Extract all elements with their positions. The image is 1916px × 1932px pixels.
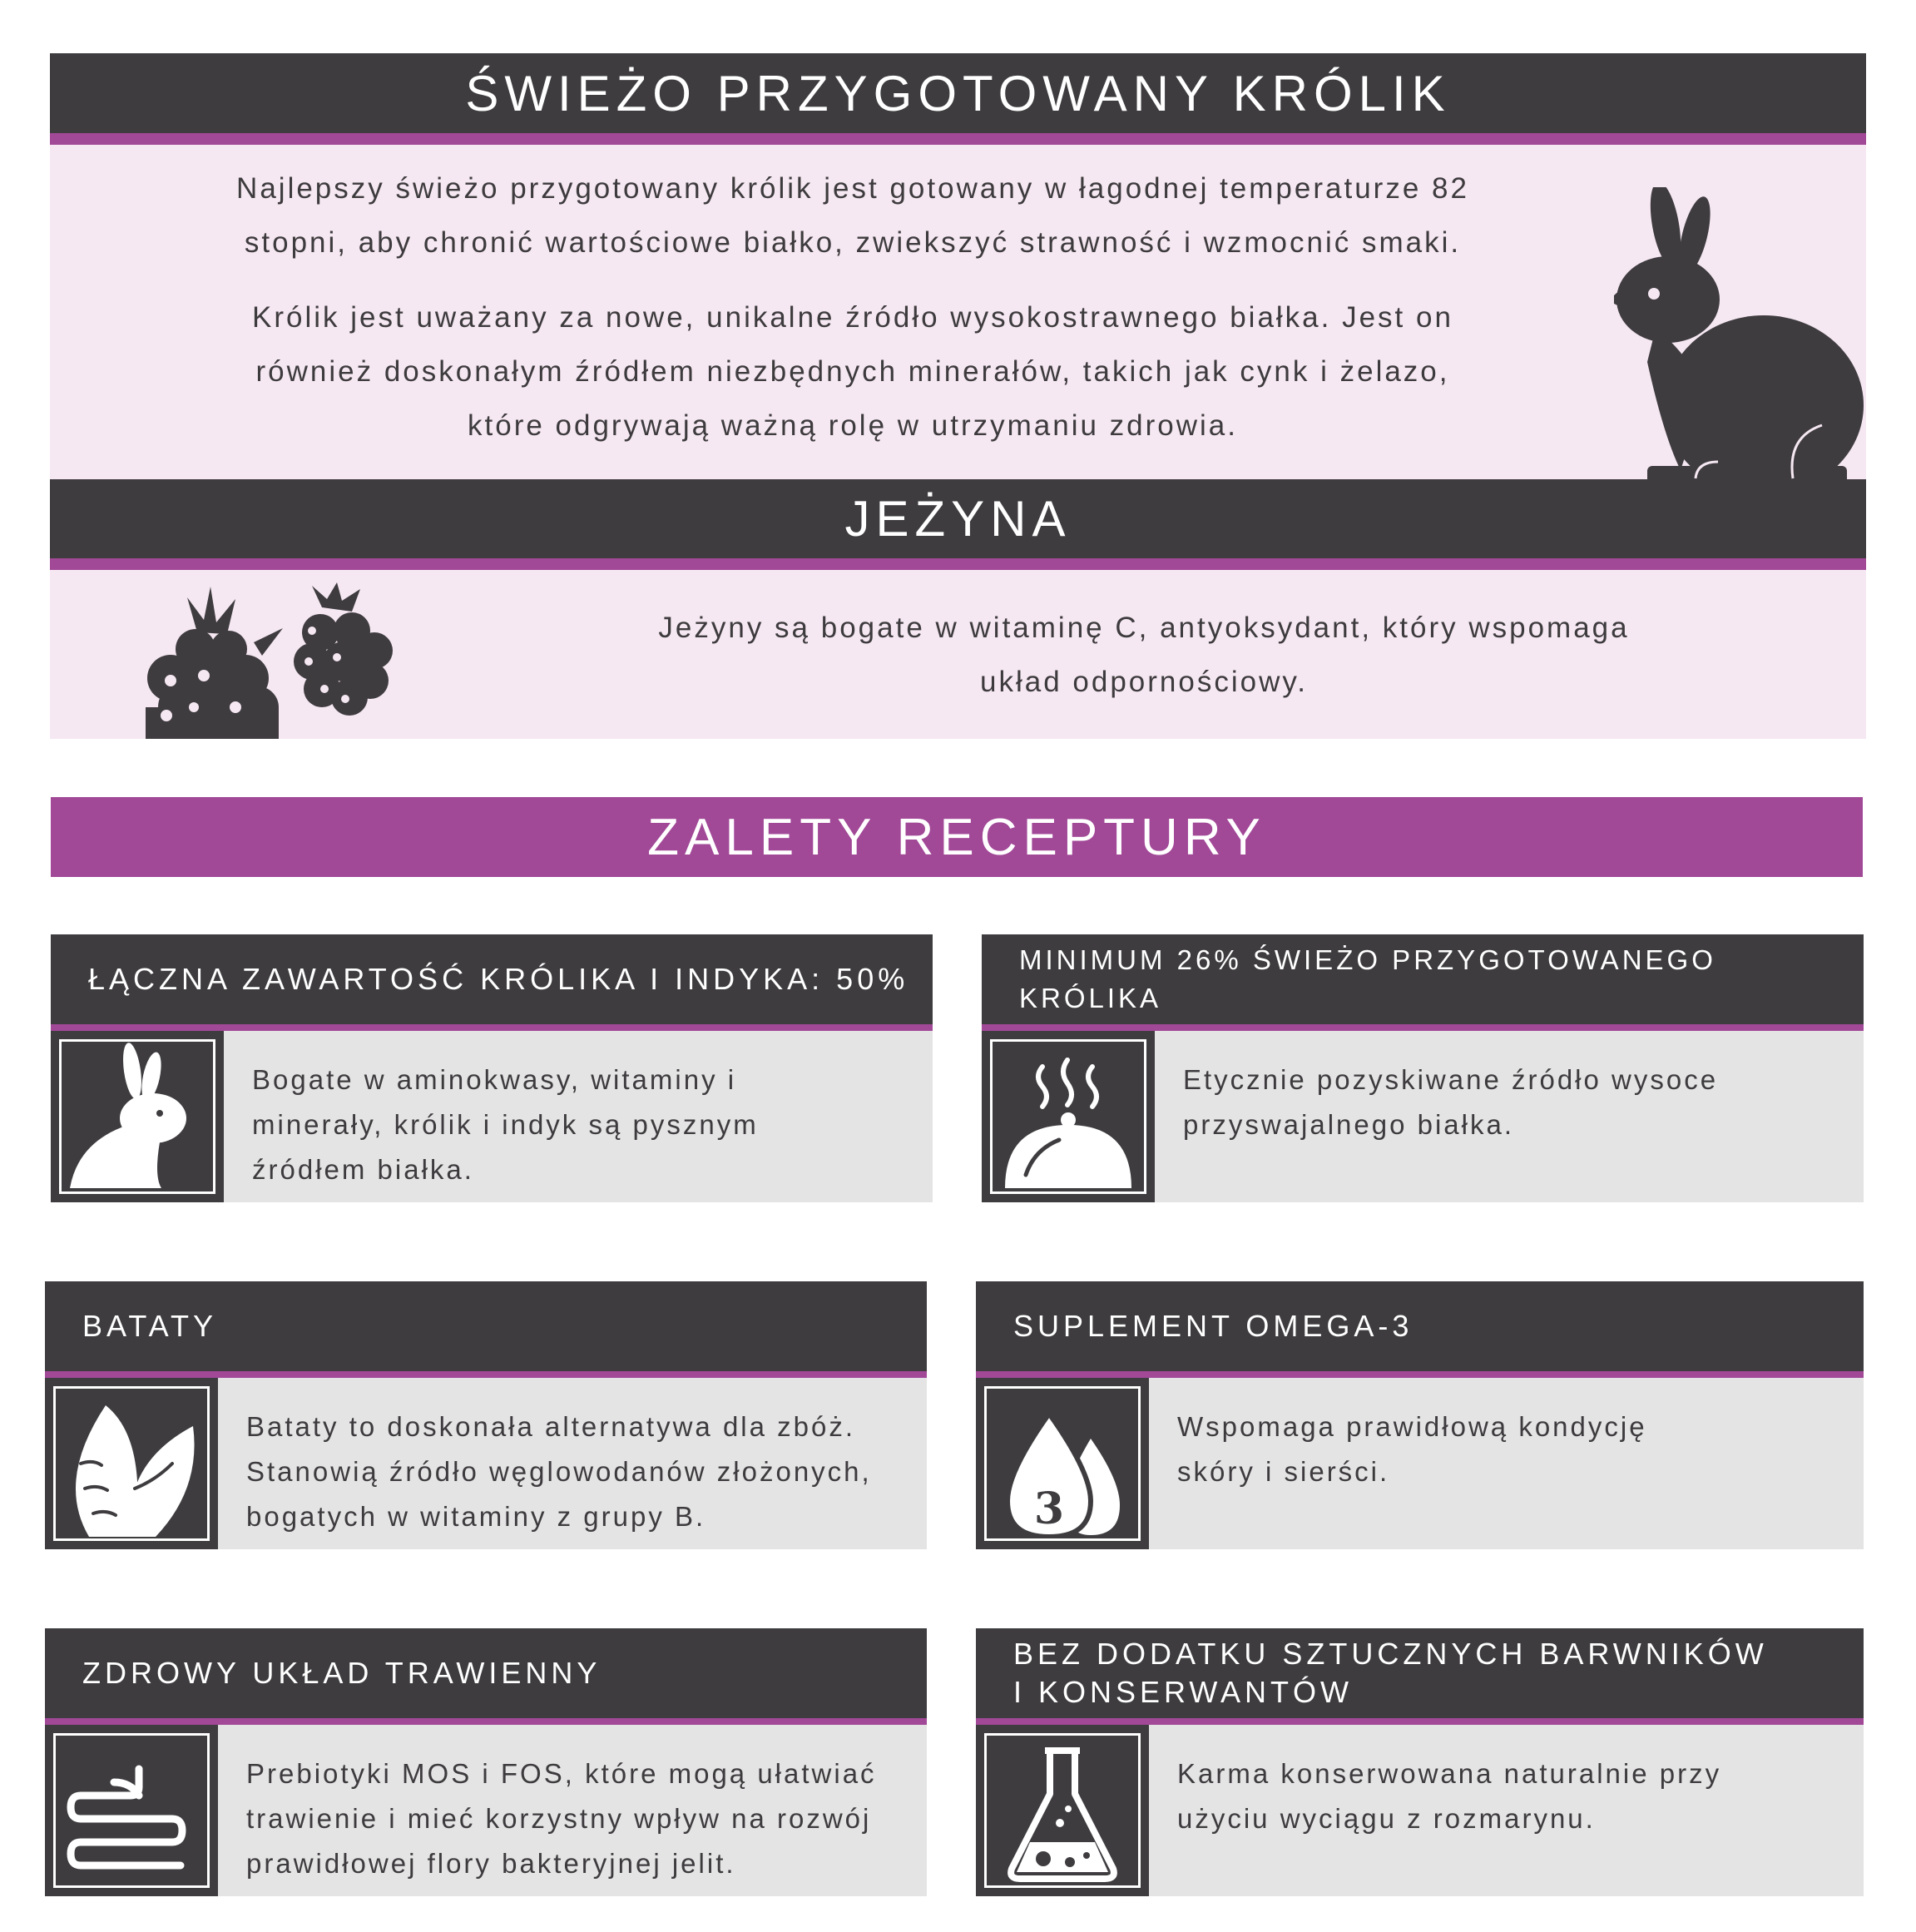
rabbit-section-accent: [50, 133, 1866, 145]
intestine-icon: [45, 1725, 218, 1896]
blackberry-section-title: JEŻYNA: [50, 479, 1866, 558]
benefit-card-no-additives: [976, 1628, 1864, 1896]
rabbit-section-title: ŚWIEŻO PRZYGOTOWANY KRÓLIK: [50, 53, 1866, 133]
benefit-card-digestion: [45, 1628, 927, 1896]
card-title: BATATY: [45, 1281, 927, 1371]
blackberry-icon: [137, 582, 420, 741]
card-title: ŁĄCZNA ZAWARTOŚĆ KRÓLIKA I INDYKA: 50%: [51, 934, 933, 1024]
benefit-card-omega3: [976, 1281, 1864, 1549]
rabbit-paragraph-1: Najlepszy świeżo przygotowany królik jest gotowany w łagodnej temperaturze 82 stopni, aby chronić wartościowe białko, zwiekszyć strawność i wzmocnić smaki.: [236, 172, 1469, 259]
rabbit-silhouette-icon: [1597, 187, 1864, 487]
benefit-card-sweet-potato: [45, 1281, 927, 1549]
benefit-card-rabbit-turkey: [51, 934, 933, 1202]
cloche-steam-icon: [982, 1031, 1155, 1202]
card-description: Etycznie pozyskiwane źródło wysoce przyswajalnego białka.: [1183, 1064, 1719, 1140]
card-description: Wspomaga prawidłową kondycję skóry i sierści.: [1177, 1411, 1647, 1487]
card-title: BEZ DODATKU SZTUCZNYCH BARWNIKÓW I KONSERWANTÓW: [976, 1628, 1864, 1718]
blackberry-description: Jeżyny są bogate w witaminę C, antyoksydant, który wspomaga układ odpornościowy.: [658, 612, 1630, 698]
benefit-card-fresh-rabbit: [982, 934, 1864, 1202]
card-title: ZDROWY UKŁAD TRAWIENNY: [45, 1628, 927, 1718]
omega-number: 3: [1033, 1484, 1065, 1534]
card-title: MINIMUM 26% ŚWIEŻO PRZYGOTOWANEGO KRÓLIKA: [982, 934, 1864, 1024]
card-description: Karma konserwowana naturalnie przy użyciu wyciągu z rozmarynu.: [1177, 1758, 1722, 1834]
flask-icon: [976, 1725, 1149, 1896]
omega-drops-icon: [976, 1378, 1149, 1549]
rabbit-icon: [51, 1031, 224, 1202]
rabbit-paragraph-2: Królik jest uważany za nowe, unikalne źródło wysokostrawnego białka. Jest on również doskonałym źródłem niezbędnych minerałów, takich jak cynk i żelazo, które odgrywają ważną rolę w utrzymaniu zdrowia.: [252, 301, 1453, 442]
card-description: Prebiotyki MOS i FOS, które mogą ułatwiać trawienie i mieć korzystny wpływ na rozwój prawidłowej flory bakteryjnej jelit.: [246, 1758, 877, 1879]
card-description: Bataty to doskonała alternatywa dla zbóż. Stanowią źródło węglowodanów złożonych, bogatych w witaminy z grupy B.: [246, 1411, 872, 1532]
benefits-title: ZALETY RECEPTURY: [51, 797, 1863, 877]
sweet-potato-icon: [45, 1378, 218, 1549]
card-description: Bogate w aminokwasy, witaminy i minerały, królik i indyk są pysznym źródłem białka.: [252, 1064, 759, 1185]
blackberry-section-accent: [50, 558, 1866, 570]
card-title: SUPLEMENT OMEGA-3: [976, 1281, 1864, 1371]
